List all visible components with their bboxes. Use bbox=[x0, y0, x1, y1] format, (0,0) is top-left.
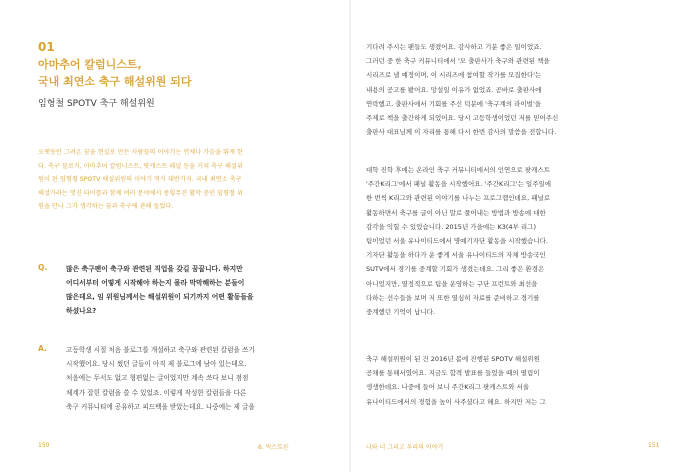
question-line: 어디서부터 어떻게 시작해야 하는지 몰라 막막해하는 분들이 bbox=[66, 279, 245, 287]
intro-paragraph bbox=[38, 146, 316, 214]
answer-line: 축구 커뮤니티에 공유하고 피드백을 받았는데요. 나중에는 제 글을 bbox=[66, 402, 255, 411]
author-byline: 임형철 SPOTV 축구 해설위원 bbox=[38, 99, 155, 109]
body-line: 시리즈로 낼 예정이며, 이 시리즈에 참여할 작가를 모집한다'는 bbox=[366, 71, 542, 80]
answer-line: 고등학생 시절 처음 블로그를 개설하고 축구와 관련된 칼럼을 쓰기 bbox=[66, 346, 255, 354]
intro-line: 다. 축구 블로거, 아마추어 칼럼니스트, 팟캐스트 패널 등을 거쳐 축구 해설위 bbox=[38, 162, 243, 170]
chapter-title bbox=[38, 56, 191, 90]
question-line: 많은 축구팬이 축구와 관련된 직업을 갖길 꿈꿉니다. 하지만 bbox=[66, 265, 243, 273]
body-line: '주간K리그'에서 패널 활동을 시작했어요. '주간K리그'는 일주일에 bbox=[366, 180, 552, 189]
intro-line: 원을 만나 그가 생각하는 꿈과 축구에 관해 들었다. bbox=[38, 203, 174, 210]
body-line: 한 번씩 K리그와 관련된 이야기를 나누는 프로그램인데요, 패널로 bbox=[366, 194, 551, 203]
body-line: 대학 진학 후에는 온라인 축구 커뮤니티에서의 인연으로 팟캐스트 bbox=[366, 166, 550, 174]
chapter-number: 01 bbox=[38, 40, 55, 54]
intro-line: 원이 된 임형철 SPOTV 해설위원의 이야기 역시 대반가지. 국내 최연소 축구 bbox=[38, 176, 242, 183]
body-line: 다하는 선수들을 보며 저 또한 열심히 자료를 준비하고 경기를 bbox=[366, 293, 540, 302]
body-line: 아니었지만, 열정적으로 팀을 운영하는 구단 프런트와 최선을 bbox=[366, 279, 538, 288]
body-line: 출판사 대표님께 이 자리를 통해 다시 한번 감사의 말씀을 전합니다. bbox=[366, 128, 557, 137]
intro-line: 오랫동안 그려온 꿈을 현실로 만든 사람들의 이야기는 언제나 가슴을 뛰게 한 bbox=[38, 149, 243, 156]
body-line: 축구 해설위원이 된 건 2016년 봄에 진행된 SPOTV 해설위원 bbox=[366, 355, 540, 363]
left-page-number: 150 bbox=[38, 442, 50, 449]
right-running-head: 나와 너 그리고 우리의 이야기 bbox=[366, 444, 444, 451]
body-line: 주제로 책을 출간하게 되었어요. 당시 고등학생이었던 저를 믿어주신 bbox=[366, 114, 559, 123]
body-line: 기다려 주시는 팬들도 생겼어요. 감사하고 기분 좋은 일이었죠. bbox=[366, 43, 542, 51]
body-line: 팀이었던 서울 유나이티드에서 명예기자단 활동을 시작했습니다. bbox=[366, 237, 548, 246]
right-paragraph-2 bbox=[366, 163, 666, 319]
answer-line: 시작했어요. 당시 썼던 글들이 아직 제 블로그에 남아 있는데요. bbox=[66, 360, 247, 369]
right-page-number: 151 bbox=[648, 442, 660, 449]
question-label: Q. bbox=[38, 263, 48, 272]
body-line: 생생한데요. 나중에 들어 보니 주간K리그 팟캐스트와 서울 bbox=[366, 383, 530, 392]
chapter-title-line: 국내 최연소 축구 해설위원 되다 bbox=[38, 75, 192, 88]
right-paragraph-3 bbox=[366, 352, 666, 409]
answer-line: 체계가 잡힌 칼럼을 쓸 수 있었죠. 이렇게 작성한 칼럼들을 다른 bbox=[66, 388, 247, 397]
right-paragraph-1 bbox=[366, 40, 666, 139]
body-line: 활동하면서 축구를 글이 아닌 말로 풀어내는 방법과 방송에 대한 bbox=[366, 208, 546, 217]
answer-line: 처음에는 두서도 없고 형편없는 글이었지만 계속 쓰다 보니 점점 bbox=[66, 374, 249, 383]
answer-text bbox=[66, 343, 316, 414]
question-text bbox=[66, 262, 316, 318]
left-running-head: 6. 릭스토른 bbox=[258, 444, 289, 451]
body-line: 감각을 익힐 수 있었습니다. 2015년 가을에는 K3(4부 리그) bbox=[366, 222, 536, 231]
answer-label: A. bbox=[38, 344, 47, 353]
body-line: 유나이티드에서의 경험을 높이 사주셨다고 해요. 하지만 저는 그 bbox=[366, 397, 546, 406]
body-line: 중계했던 기억이 납니다. bbox=[366, 308, 435, 317]
chapter-title-line: 아마추어 칼럼니스트, bbox=[38, 58, 142, 71]
question-line: 하셨나요? bbox=[66, 307, 97, 315]
body-line: 기자단 활동을 하다가 운 좋게 서울 유나이티드의 자체 방송국인 bbox=[366, 251, 546, 260]
right-page bbox=[350, 0, 700, 472]
intro-line: 해설가라는 멋진 타이틀과 함께 여러 분야에서 종횡무진 활약 중인 임형철 위 bbox=[38, 189, 243, 197]
body-line: 그러던 중 한 축구 커뮤니티에서 '모 출판사가 축구와 관련된 책을 bbox=[366, 57, 550, 66]
body-line: 공채를 통해서였어요. 지금도 합격 발표를 들었을 때의 떨림이 bbox=[366, 369, 540, 378]
body-line: SUTV에서 경기를 중계할 기회가 생겼는데요. 그리 좋은 환경은 bbox=[366, 265, 545, 274]
body-line: 연락했고, 출판사에서 기회를 주신 덕분에 '축구계의 라이벌'을 bbox=[366, 99, 542, 108]
question-line: 많은데요, 임 위원님께서는 해설위원이 되기까지 어떤 활동들을 bbox=[66, 293, 254, 301]
body-line: 내용의 공고를 봤어요. 망설일 이유가 없었죠. 곧바로 출판사에 bbox=[366, 85, 542, 94]
